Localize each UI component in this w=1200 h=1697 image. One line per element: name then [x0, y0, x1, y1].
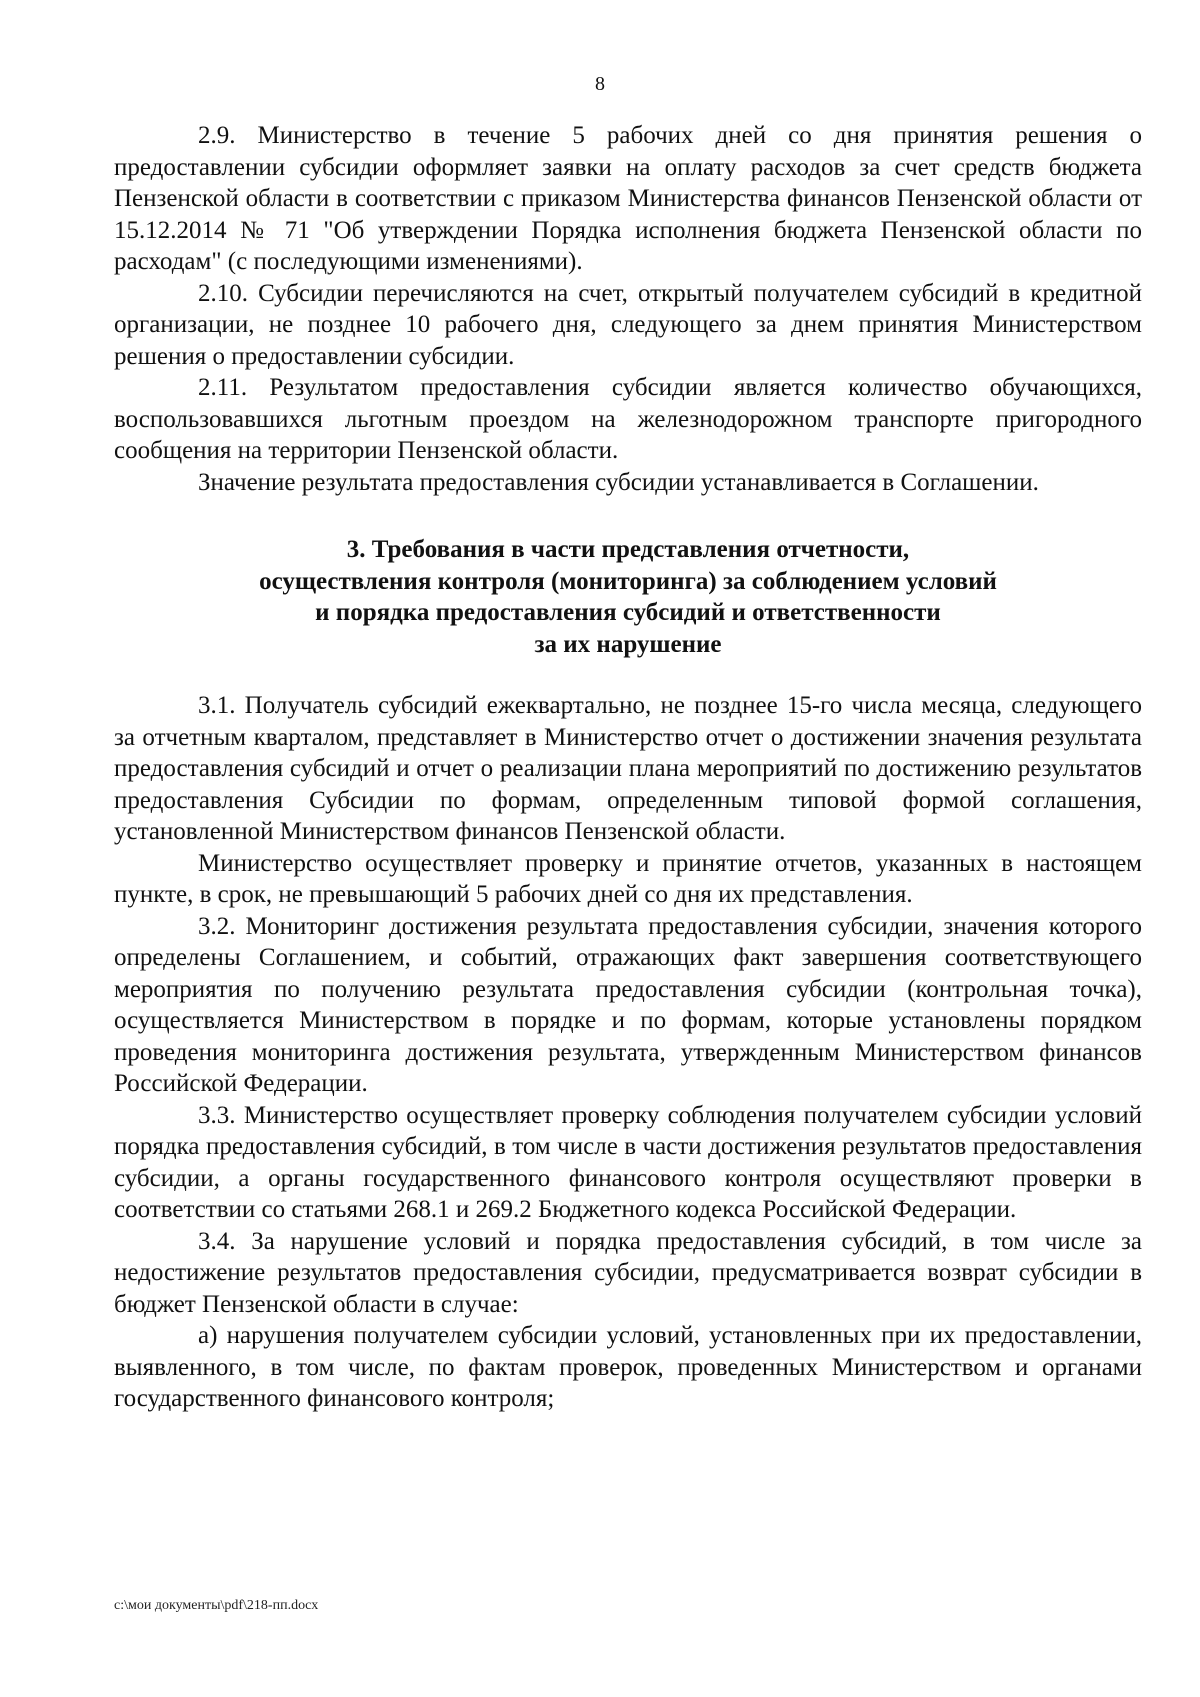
- paragraph-2-11: 2.11. Результатом предоставления субсидии является количество обучающихся, воспользовавшихся льготным проездом на железнодорожном транспорте пригородного сообщения на территории Пензенской области.: [114, 374, 1142, 464]
- heading-line: 3. Требования в части представления отчетности,: [346, 536, 910, 563]
- paragraph-3-4: 3.4. За нарушение условий и порядка предоставления субсидий, в том числе за недостижение результатов предоставления субсидии, предусматривается возврат субсидии в бюджет Пензенской области в случае:: [114, 1227, 1142, 1318]
- footer-file-path: c:\мои документы\pdf\218-пп.docx: [114, 1598, 319, 1613]
- heading-line: и порядка предоставления субсидий и ответственности: [315, 599, 941, 626]
- paragraph-report-check: Министерство осуществляет проверку и принятие отчетов, указанных в настоящем пункте, в срок, не превышающий 5 рабочих дней со дня их представления.: [114, 849, 1142, 908]
- heading-line: осуществления контроля (мониторинга) за соблюдением условий: [259, 567, 997, 595]
- heading-line: за их нарушение: [534, 630, 722, 658]
- paragraph-2-9: 2.9. Министерство в течение 5 рабочих дней со дня принятия решения о предоставлении субсидии оформляет заявки на оплату расходов за счет средств бюджета Пензенской области в соответствии с приказом Министерства финансов Пензенской области от 15.12.2014 № 71 "Об утверждении Порядка исполнения бюджета Пензенской области по расходам" (с последующими изменениями).: [114, 122, 1142, 275]
- section-3-heading: [114, 534, 1142, 660]
- paragraph-3-1: 3.1. Получатель субсидий ежеквартально, не позднее 15-го числа месяца, следующего за отчетным кварталом, представляет в Министерство отчет о достижении значения результата предоставления субсидий и отчет о реализации плана мероприятий по достижению результатов предоставления Субсидии по формам, определенным типовой формой соглашения, установленной Министерством финансов Пензенской области.: [114, 692, 1142, 845]
- paragraph-3-2: 3.2. Мониторинг достижения результата предоставления субсидии, значения которого определены Соглашением, и событий, отражающих факт завершения соответствующего мероприятия по получению результата предоставления субсидии (контрольная точка), осуществляется Министерством в порядке и по формам, которые установлены порядком проведения мониторинга достижения результата, утвержденным Министерством финансов Российской Федерации.: [114, 912, 1142, 1097]
- paragraph-3-3: 3.3. Министерство осуществляет проверку соблюдения получателем субсидии условий порядка предоставления субсидий, в том числе в части достижения результатов предоставления субсидии, а органы государственного финансового контроля осуществляют проверки в соответствии со статьями 268.1 и 269.2 Бюджетного кодекса Российской Федерации.: [114, 1101, 1142, 1223]
- document-body: [114, 120, 1142, 1415]
- page-number: 8: [595, 73, 605, 95]
- paragraph-3-4-a: а) нарушения получателем субсидии условий, установленных при их предоставлении, выявленного, в том числе, по фактам проверок, проведенных Министерством и органами государственного финансового контроля;: [114, 1322, 1142, 1412]
- paragraph-2-10: 2.10. Субсидии перечисляются на счет, открытый получателем субсидий в кредитной организации, не позднее 10 рабочего дня, следующего за днем принятия Министерством решения о предоставлении субсидии.: [114, 279, 1142, 370]
- paragraph-result-value: Значение результата предоставления субсидии устанавливается в Соглашении.: [198, 468, 1039, 496]
